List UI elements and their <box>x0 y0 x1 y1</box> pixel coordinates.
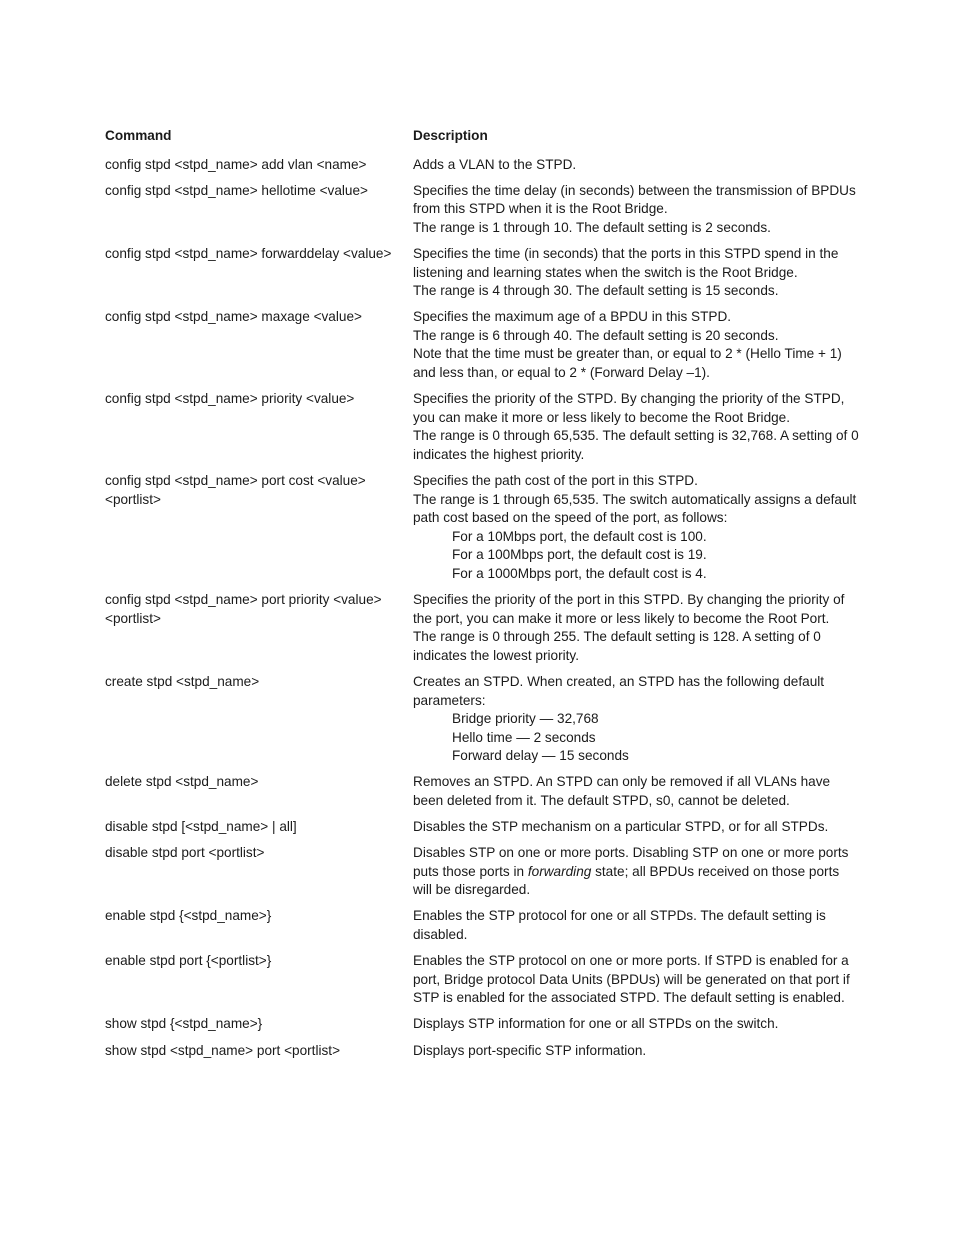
description-line: Enables the STP protocol for one or all STPDs. The default setting is disabled. <box>413 908 826 943</box>
description-line: Creates an STPD. When created, an STPD has the following default parameters: <box>413 673 825 708</box>
table-row <box>105 952 865 1015</box>
table-row <box>105 1042 865 1068</box>
command-cell: config stpd <stpd_name> add vlan <name> <box>105 156 367 172</box>
description-cell <box>413 182 865 245</box>
description-cell <box>413 472 865 591</box>
command-table <box>105 127 865 1068</box>
table-row <box>105 673 865 773</box>
table-row <box>105 844 865 907</box>
description-text: state; all BPDUs received on those ports will be disregarded. <box>413 863 840 898</box>
table-row <box>105 390 865 472</box>
description-cell <box>413 952 865 1015</box>
table-row <box>105 156 865 182</box>
description-line: Disables the STP mechanism on a particular STPD, or for all STPDs. <box>413 819 829 835</box>
command-cell: config stpd <stpd_name> hellotime <value> <box>105 182 368 198</box>
description-text: Disables STP on one or more ports. Disabling STP on one or more ports puts those ports in <box>413 845 849 879</box>
description-cell <box>413 591 865 673</box>
table-body <box>105 156 865 1068</box>
description-line: Specifies the time delay (in seconds) between the transmission of BPDUs from this STPD when it is the Root Bridge. <box>413 182 856 217</box>
description-indented-line: For a 1000Mbps port, the default cost is 4. <box>452 565 707 581</box>
command-cell: enable stpd {<stpd_name>} <box>105 908 272 924</box>
command-cell: config stpd <stpd_name> port priority <value> <portlist> <box>105 592 382 626</box>
description-indented-line: Forward delay — 15 seconds <box>452 748 629 764</box>
description-cell <box>413 673 865 773</box>
table-header-row <box>105 127 865 156</box>
description-line: The range is 1 through 10. The default setting is 2 seconds. <box>413 219 771 235</box>
description-line: Displays STP information for one or all STPDs on the switch. <box>413 1016 779 1032</box>
table-row <box>105 308 865 390</box>
description-cell <box>413 907 865 952</box>
description-indented-line: Hello time — 2 seconds <box>452 729 596 745</box>
table-row <box>105 591 865 673</box>
description-line: The range is 6 through 40. The default setting is 20 seconds. <box>413 327 779 343</box>
description-line: Adds a VLAN to the STPD. <box>413 156 577 172</box>
command-cell: create stpd <stpd_name> <box>105 673 260 689</box>
description-line <box>413 844 861 900</box>
command-cell: config stpd <stpd_name> port cost <value> <portlist> <box>105 473 366 507</box>
table-row <box>105 907 865 952</box>
description-cell <box>413 818 865 844</box>
table-row <box>105 818 865 844</box>
column-header-command: Command <box>105 128 172 143</box>
command-cell: config stpd <stpd_name> priority <value> <box>105 391 355 407</box>
command-cell: config stpd <stpd_name> forwarddelay <value> <box>105 245 392 261</box>
description-line: Specifies the maximum age of a BPDU in this STPD. <box>413 309 732 325</box>
command-cell: show stpd <stpd_name> port <portlist> <box>105 1042 341 1058</box>
description-cell <box>413 1015 865 1041</box>
description-cell <box>413 1042 865 1068</box>
command-cell: delete stpd <stpd_name> <box>105 774 259 790</box>
description-line: Specifies the time (in seconds) that the ports in this STPD spend in the listening and learning states when the switch is the Root Bridge. <box>413 245 839 280</box>
table-row <box>105 472 865 591</box>
description-cell <box>413 308 865 390</box>
table-row <box>105 1015 865 1041</box>
description-line: Specifies the priority of the STPD. By changing the priority of the STPD, you can make it more or less likely to become the Root Bridge. <box>413 391 845 425</box>
description-line: The range is 1 through 65,535. The switch automatically assigns a default path cost based on the speed of the port, as follows: <box>413 491 857 526</box>
description-line: Removes an STPD. An STPD can only be removed if all VLANs have been deleted from it. The default STPD, s0, cannot be deleted. <box>413 774 831 808</box>
description-cell <box>413 245 865 308</box>
description-line: Specifies the path cost of the port in this STPD. <box>413 473 698 488</box>
description-indented-line: For a 100Mbps port, the default cost is 19. <box>452 547 707 563</box>
description-line: Specifies the priority of the port in this STPD. By changing the priority of the port, you can make it more or less likely to become the Root Port. <box>413 592 845 626</box>
description-cell <box>413 156 865 182</box>
description-indented-line: For a 10Mbps port, the default cost is 100. <box>452 528 707 544</box>
description-line: Displays port-specific STP information. <box>413 1042 647 1058</box>
description-line: The range is 0 through 65,535. The default setting is 32,768. A setting of 0 indicates the highest priority. <box>413 428 859 462</box>
description-line: The range is 0 through 255. The default setting is 128. A setting of 0 indicates the lowest priority. <box>413 629 821 663</box>
description-indented-line: Bridge priority — 32,768 <box>452 711 599 727</box>
command-cell: disable stpd [<stpd_name> | all] <box>105 819 297 835</box>
description-line: Enables the STP protocol on one or more ports. If STPD is enabled for a port, Bridge protocol Data Units (BPDUs) will be generated on that port if STP is enabled for the associated STPD. The default setting is enabled. <box>413 953 850 1006</box>
table-row <box>105 182 865 245</box>
column-header-description: Description <box>413 128 488 143</box>
table-row <box>105 245 865 308</box>
description-cell <box>413 844 865 907</box>
emphasis-text: forwarding <box>527 863 592 879</box>
command-cell: enable stpd port {<portlist>} <box>105 953 272 969</box>
command-cell: config stpd <stpd_name> maxage <value> <box>105 309 362 325</box>
description-cell <box>413 773 865 818</box>
command-cell: disable stpd port <portlist> <box>105 845 265 861</box>
command-cell: show stpd {<stpd_name>} <box>105 1016 263 1032</box>
table-row <box>105 773 865 818</box>
description-line: The range is 4 through 30. The default setting is 15 seconds. <box>413 283 779 299</box>
description-cell <box>413 390 865 472</box>
description-line: Note that the time must be greater than, or equal to 2 * (Hello Time + 1) and less than, or equal to 2 * (Forward Delay –1). <box>413 346 842 381</box>
